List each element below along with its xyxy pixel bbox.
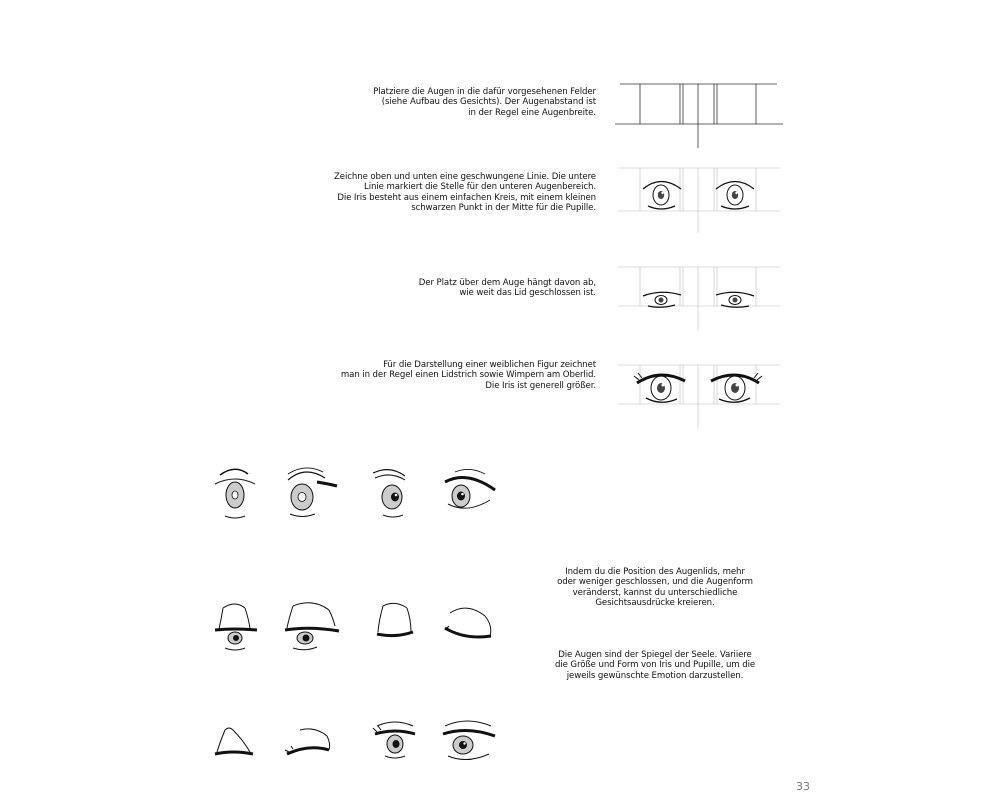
- expr-eye-1: [215, 469, 255, 518]
- step-4-text: Für die Darstellung einer weiblichen Figur zeichnet man in der Regel einen Lidstrich sowie Wimpern am Oberlid. Die Iris ist generell größer.: [340, 360, 596, 391]
- expr-eye-9: [215, 728, 253, 754]
- eye-left-step2: [643, 182, 681, 210]
- expression-eyes-row-3: [205, 716, 515, 776]
- expr-eye-5: [215, 604, 257, 650]
- expr-eye-7: [377, 603, 413, 635]
- eye-right-step3: [716, 292, 754, 307]
- expr-eye-11: [373, 722, 415, 758]
- step-1-text: Platziere die Augen in die dafür vorgesehenen Felder (siehe Aufbau des Gesichts). Der Augenabstand ist in der Regel eine Augenbreite.: [373, 87, 596, 118]
- eye-left-step3: [643, 292, 681, 307]
- expr-eye-4: [445, 469, 495, 508]
- expr-eye-6: [285, 603, 339, 650]
- eye-right-step4: [711, 373, 762, 402]
- step-4-diagram: [615, 358, 785, 430]
- expression-eyes-row-2: [205, 598, 515, 658]
- step-2-diagram: [615, 165, 785, 237]
- eye-right-step2: [716, 182, 754, 210]
- step-1-diagram: [615, 80, 785, 152]
- expr-eye-12: [443, 721, 495, 760]
- page-number: 33: [796, 780, 810, 793]
- eye-left-step4: [634, 373, 685, 402]
- step-3-text: Der Platz über dem Auge hängt davon ab, wie weit das Lid geschlossen ist.: [418, 278, 596, 299]
- expression-eyes-row-1: [205, 460, 515, 530]
- expr-eye-8: [445, 608, 491, 637]
- step-2-text: Zeichne oben und unten eine geschwungene Linie. Die untere Linie markiert die Stelle für den unteren Augenbereich. Die Iris besteht aus einem einfachen Kreis, mit einem kleinen schwarzen Punkt in der Mitte für die Pupille.: [333, 172, 596, 214]
- expr-eye-3: [373, 470, 405, 517]
- expr-eye-2: [288, 468, 337, 517]
- note-soul: Die Augen sind der Spiegel der Seele. Variiere die Größe und Form von Iris und Pupille, um die jeweils gewünschte Emotion darzustellen.: [554, 650, 756, 681]
- step-3-diagram: [615, 262, 785, 334]
- expr-eye-10: [285, 729, 330, 754]
- note-expressions: Indem du die Position des Augenlids, mehr oder weniger geschlossen, und die Augenform veränderst, kannst du unterschiedliche Gesichtsausdrücke kreieren.: [557, 567, 753, 609]
